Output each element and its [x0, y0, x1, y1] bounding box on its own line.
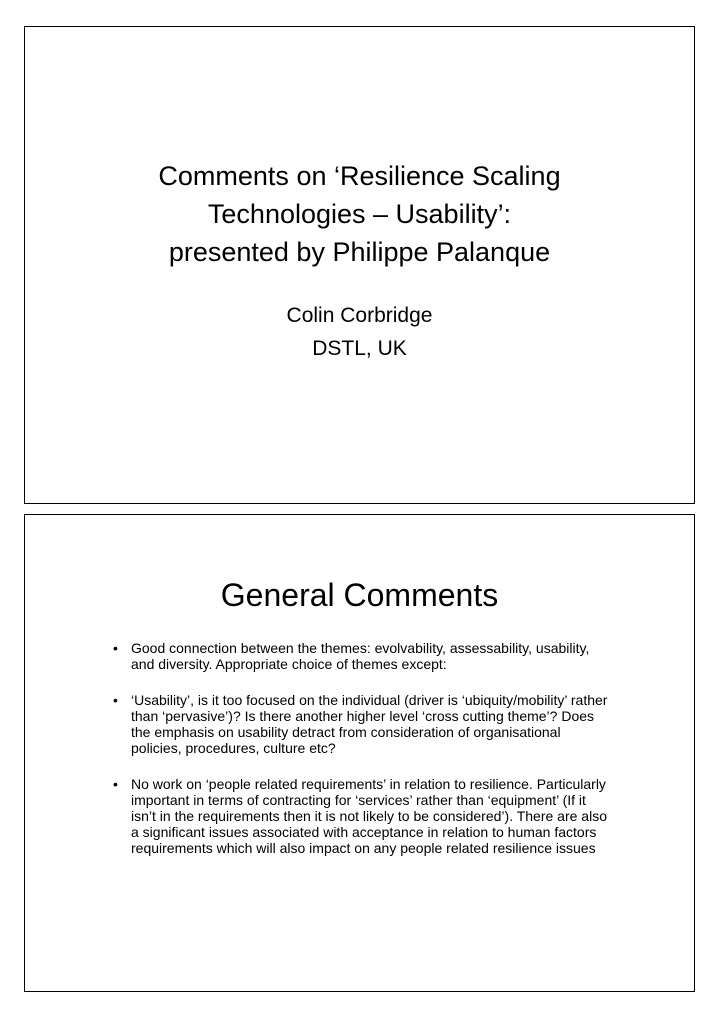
- bullet-item: [113, 776, 613, 856]
- bullet-text: Good connection between the themes: evolvability, assessability, usability, and diversity. Appropriate choice of themes except:: [131, 640, 590, 672]
- slide-2: [24, 514, 695, 992]
- bullet-marker: •: [113, 640, 118, 656]
- slide-2-title: General Comments: [220, 577, 499, 613]
- bullet-text: ‘Usability’, is it too focused on the individual (driver is ‘ubiquity/mobility’ rather than ‘pervasive’)? Is there another higher level ‘cross cutting theme’? Does the emphasis on usability detract from consideration of organisational policies, procedures, culture etc?: [131, 692, 608, 756]
- bullet-list: [113, 640, 613, 876]
- author-name: Colin Corbridge: [286, 304, 433, 327]
- title-line: Comments on ‘Resilience Scaling: [158, 161, 561, 191]
- slide-1-title: [25, 157, 694, 271]
- title-line: presented by Philippe Palanque: [168, 237, 551, 267]
- bullet-marker: •: [113, 776, 118, 792]
- bullet-text: No work on ‘people related requirements’ in relation to resilience. Particularly important in terms of contracting for ‘services’ rather than ‘equipment’ (If it isn’t in the requirements then it is not likely to be considered’). There are also a significant issues associated with acceptance in relation to human factors requirements which will also impact on any people related resilience issues: [131, 776, 607, 856]
- slide-1: [24, 26, 695, 504]
- bullet-item: [113, 692, 613, 756]
- author-affiliation: DSTL, UK: [312, 337, 407, 360]
- author-block: [25, 299, 694, 365]
- bullet-item: [113, 640, 613, 672]
- bullet-marker: •: [113, 692, 118, 708]
- title-line: Technologies – Usability’:: [207, 199, 512, 229]
